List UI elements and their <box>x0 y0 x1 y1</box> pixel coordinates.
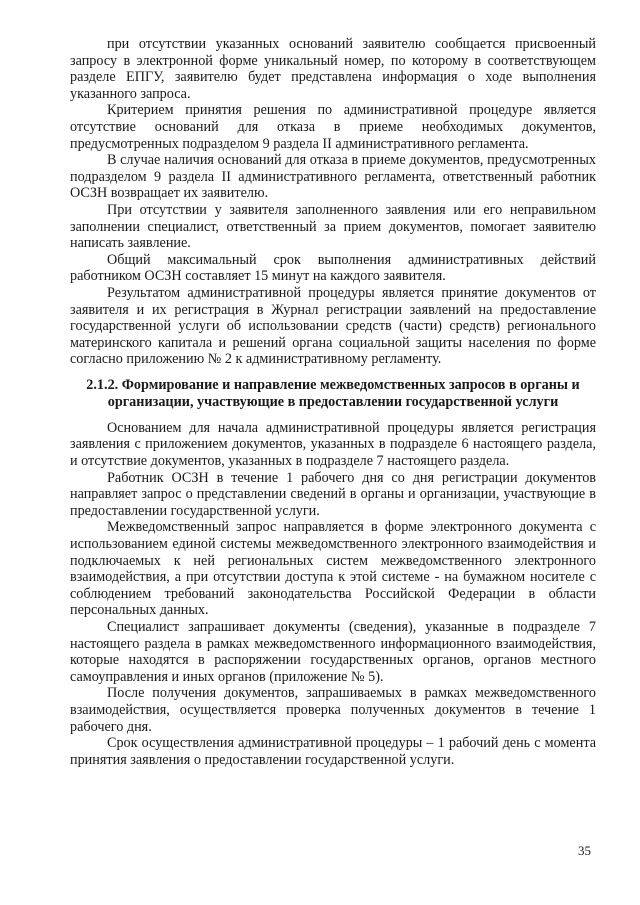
paragraph-4: При отсутствии у заявителя заполненного заявления или его неправильном заполнении специалист, ответственный за прием документов, помогает заявителю написать заявление. <box>70 201 596 252</box>
paragraph-1: при отсутствии указанных оснований заявителю сообщается присвоенный запросу в электронной форме уникальный номер, по которому в соответствующем разделе ЕПГУ, заявителю будет представлена информация о ходе выполнения указанного запроса. <box>70 36 596 102</box>
page-number: 35 <box>578 843 591 858</box>
paragraph-9: Межведомственный запрос направляется в форме электронного документа с использованием единой системы межведомственного электронного взаимодействия и подключаемых к ней региональных систем межведомственного электронного взаимодействия, а при отсутствии доступа к этой системе - на бумажном носителе с соблюдением требований законодательства Российской Федерации в области персональных данных. <box>70 519 596 619</box>
paragraph-12: Срок осуществления административной процедуры – 1 рабочий день с момента принятия заявления о предоставлении государственной услуги. <box>70 735 596 768</box>
paragraph-7: Основанием для начала административной процедуры является регистрация заявления с приложением документов, указанных в подразделе 6 настоящего раздела, и отсутствие документов, указанных в подразделе 7 настоящего раздела. <box>70 419 596 470</box>
paragraph-11: После получения документов, запрашиваемых в рамках межведомственного взаимодействия, осуществляется проверка полученных документов в течение 1 рабочего дня. <box>70 685 596 735</box>
paragraph-6: Результатом административной процедуры является принятие документов от заявителя и их регистрация в Журнал регистрации заявлений на предоставление государственной услуги об использовании средств (части) средств) регионального материнского капитала и решений органа социальной защиты населения по форме согласно приложению № 2 к административному регламенту. <box>70 284 596 368</box>
paragraph-3: В случае наличия оснований для отказа в приеме документов, предусмотренных подразделом 9 раздела II административного регламента, ответственный работник ОСЗН возвращает их заявителю. <box>70 152 596 202</box>
section-heading: 2.1.2. Формирование и направление межведомственных запросов в органы и организации, участвующие в предоставлении государственной услуги <box>86 376 580 410</box>
paragraph-8: Работник ОСЗН в течение 1 рабочего дня со дня регистрации документов направляет запрос о представлении сведений в органы и организации, участвующие в предоставлении государственной услуги. <box>70 469 596 519</box>
paragraph-10: Специалист запрашивает документы (сведения), указанные в подразделе 7 настоящего раздела в рамках межведомственного информационного взаимодействия, которые находятся в распоряжении государственных органов, органов местного самоуправления и иных органов (приложение № 5). <box>70 619 596 685</box>
paragraph-2: Критерием принятия решения по административной процедуре является отсутствие оснований для отказа в приеме необходимых документов, предусмотренных подразделом 9 раздела II административного регламента. <box>70 102 596 152</box>
paragraph-5: Общий максимальный срок выполнения административных действий работником ОСЗН составляет 15 минут на каждого заявителя. <box>70 251 596 285</box>
document-page <box>70 36 596 768</box>
